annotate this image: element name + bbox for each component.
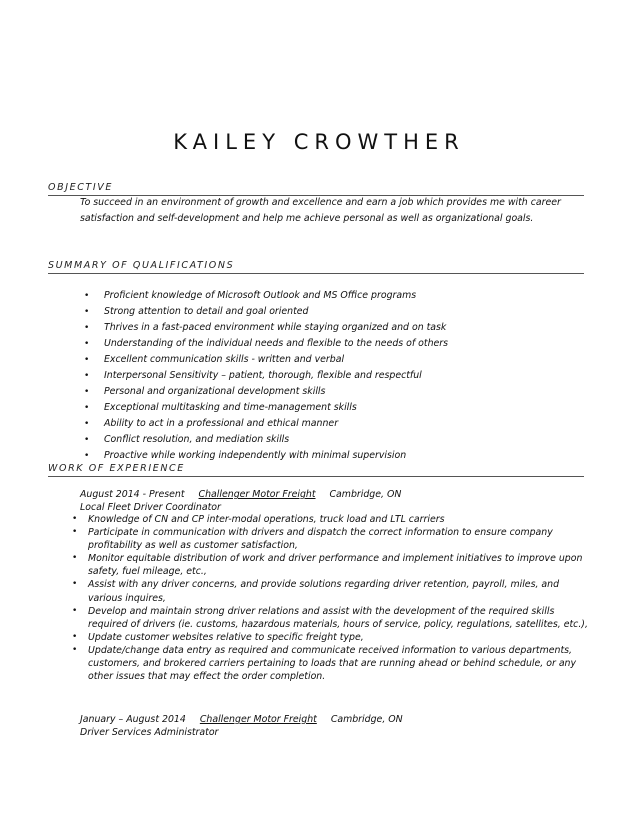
bullet-icon: • — [72, 631, 78, 642]
bullet-icon: • — [84, 371, 90, 381]
candidate-name: KAILEY CROWTHER — [173, 130, 465, 154]
qualifications-rule — [48, 273, 584, 274]
objective-heading: OBJECTIVE — [48, 182, 113, 193]
bullet-icon: • — [84, 403, 90, 413]
list-item: • Update/change data entry as required and communicate received information to various departments, customers, and brokered carriers pertaining to loads that are running ahead or behind schedule, or any other issues that may effect the order completion. — [72, 644, 577, 683]
bullet-icon: • — [84, 435, 90, 445]
list-item: • Proficient knowledge of Microsoft Outlook and MS Office programs — [90, 288, 580, 304]
bullet-icon: • — [84, 339, 90, 349]
list-item: • Participate in communication with drivers and dispatch the correct information to ensure company profitability as well as customer satisfaction, — [72, 527, 553, 552]
job-header — [80, 488, 401, 502]
bullet-icon: • — [72, 527, 78, 538]
bullet-icon: • — [84, 355, 90, 365]
experience-rule — [48, 476, 584, 477]
job-title: Local Fleet Driver Coordinator — [80, 502, 221, 513]
bullet-icon: • — [84, 387, 90, 397]
list-item: • Proactive while working independently with minimal supervision — [90, 448, 580, 464]
job-dates: January – August 2014 — [80, 714, 186, 725]
list-item: • Monitor equitable distribution of work and driver performance and implement initiatives to improve upon safety, fuel mileage, etc., — [72, 553, 583, 578]
list-item: • Conflict resolution, and mediation skills — [90, 432, 580, 448]
bullet-icon: • — [72, 644, 78, 655]
bullet-icon: • — [84, 451, 90, 461]
job-company: Challenger Motor Freight — [198, 489, 316, 500]
qualifications-heading: SUMMARY OF QUALIFICATIONS — [48, 260, 235, 271]
objective-text: To succeed in an environment of growth and excellence and earn a job which provides me with career satisfaction and self-development and help me achieve personal as well as organizational goals. — [80, 197, 561, 224]
experience-heading: WORK OF EXPERIENCE — [48, 463, 185, 474]
job-location: Cambridge, ON — [329, 489, 402, 500]
list-item: • Excellent communication skills - written and verbal — [90, 352, 580, 368]
job-location: Cambridge, ON — [330, 714, 403, 725]
bullet-icon: • — [84, 323, 90, 333]
job-header — [80, 713, 403, 727]
bullet-icon: • — [72, 579, 78, 590]
job-title: Driver Services Administrator — [80, 727, 219, 738]
bullet-icon: • — [84, 419, 90, 429]
bullet-icon: • — [84, 307, 90, 317]
qualifications-list — [84, 288, 580, 464]
list-item: • Personal and organizational development skills — [90, 384, 580, 400]
bullet-icon: • — [72, 553, 78, 564]
list-item: • Ability to act in a professional and ethical manner — [90, 416, 580, 432]
list-item: • Assist with any driver concerns, and provide solutions regarding driver retention, payroll, miles, and various inquires, — [72, 579, 560, 604]
list-item: • Knowledge of CN and CP inter-modal operations, truck load and LTL carriers — [72, 514, 445, 525]
list-item: • Strong attention to detail and goal oriented — [90, 304, 580, 320]
job-dates: August 2014 - Present — [80, 489, 185, 500]
list-item: • Develop and maintain strong driver relations and assist with the development of the required skills required of drivers (ie. customs, hazardous materials, hours of service, policy, regulations, satellites, etc.), — [72, 605, 588, 630]
job-duties-list — [72, 513, 588, 683]
bullet-icon: • — [84, 291, 90, 301]
list-item: • Update customer websites relative to specific freight type, — [72, 631, 364, 643]
list-item: • Understanding of the individual needs and flexible to the needs of others — [90, 336, 580, 352]
bullet-icon: • — [72, 514, 78, 524]
bullet-icon: • — [72, 605, 78, 616]
list-item: • Exceptional multitasking and time-management skills — [90, 400, 580, 416]
list-item: • Interpersonal Sensitivity – patient, thorough, flexible and respectful — [90, 368, 580, 384]
job-company: Challenger Motor Freight — [199, 714, 317, 725]
list-item: • Thrives in a fast-paced environment while staying organized and on task — [90, 320, 580, 336]
